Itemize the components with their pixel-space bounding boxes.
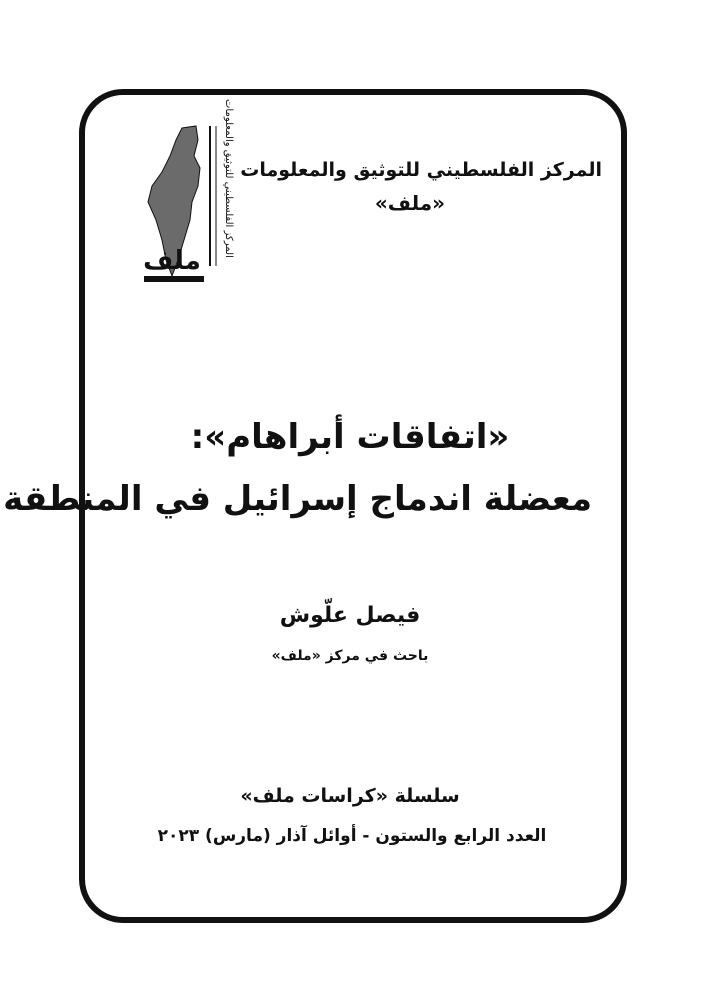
author-name: فيصل علّوش <box>279 603 421 628</box>
organization-short-name: «ملف» <box>374 191 446 215</box>
author-affiliation: باحث في مركز «ملف» <box>271 648 429 664</box>
title-line-2: معضلة اندماج إسرائيل في المنطقة <box>3 479 592 519</box>
issue-info: العدد الرابع والستون - أوائل آذار (مارس) ٢٠٢٣ <box>157 826 547 846</box>
title-line-1: «اتفاقات أبراهام»: <box>190 417 510 457</box>
series-name: سلسلة «كراسات ملف» <box>240 785 460 807</box>
organization-name: المركز الفلسطيني للتوثيق والمعلومات <box>240 159 602 181</box>
logo-baseline-bar <box>144 276 204 282</box>
logo-word: ملف <box>143 246 201 276</box>
logo-vertical-text: المركز الفلسطيني للتوثيق والمعلومات <box>223 99 234 258</box>
